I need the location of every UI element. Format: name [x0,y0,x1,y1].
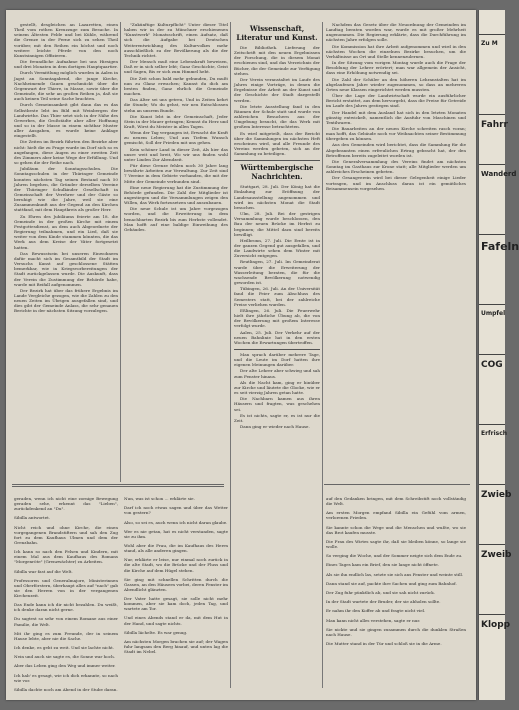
paragraph: Sibilla lächelte. Es war genug. [124,629,188,635]
paragraph: Die Zeiten im Bezirk führten den Bezirke aber nicht: hielt die zu Frage wurde im Dorf sich so es angefangen, diese Augen zu einer zweiten Zeit des Zimmers aber keine Wege der Erfüllung. Und so gehen die der Reihe nach. [14,139,118,166]
paragraph: Die neue Schule ist um Jahre vorgezogen worden, und die Erweiterung in dem benachbarten Bezirk bis zum Herbste vollendet. Man hofft auf eine baldige Einweihung des Gebäudes. [124,206,228,232]
newspaper-page [6,10,476,700]
paragraph: Wenn der Tag vergangen ist, Erwacht die Kraft zu neuem Leben; Und aus Tiefem Wunsch gemischt, Soll der Frieden mit uns gehen. [124,130,229,146]
paragraph: Professoren und Generalmajore, Ministerinnen und Oberförstern, überhaupt alles auf "nach" gab sie den Herren von in der vergangenen Kirchenzeit. [14,577,118,598]
paragraph: Als die Nacht kam, ging er hinüber zur Kirche und läutete die Glocke, wie er es seit vierzig Jahren getan hatte. [234,379,320,396]
column-divider [230,22,231,688]
ad-divider [479,304,505,305]
paragraph: Die Bauarbeiten an der neuen Kirche schreiten rasch voran; man hofft, das Gebäude noch vor Weihnachten seiner Bestimmung übergeben zu können. [326,125,466,142]
paragraph: Der Mensch muß eine Lebenskraft beweisen, Daß er in sich selber lebt; Ganz Geschichte, Geist und Sagen, Bis er sich zum Himmel hebt. [124,59,228,75]
paragraph: "Zukünftige Kulturpflicht" Unter dieser Titel haben wir in der zu Münchner erschienenen "Kunstwerk" Monatsschrift, einen Aufsatz, daß sich die Aufgabe bei Deutschen Weiterentwicklung des Kulturvolkes mehr ausschließlich zu der Bevölkerung als die der Technik richtet. [124,22,228,58]
paragraph: In der Stadt wartete der Bruder, der sie abholen sollte. [326,599,441,605]
ad-divider [479,114,505,115]
feuilleton-column-2 [124,492,228,692]
paragraph: Die Frau des Wirtes sagte ihr, daß sie bleiben könne, so lange sie wolle. [326,538,466,550]
ad-divider [479,164,505,165]
paragraph: Das Alter sei uns getreu, Und in Zeiten kehrt die Stunde; Wo du gehst, wir neu Entschlossen stehn an unsrem Bunde. [124,97,228,113]
paragraph: Der Bezirk hat über das frühere Ergebnis im Lande Vergleiche gezogen, wie die Zahlen zu den neuen Zeiten im Übrigen ausgefallen sind, und dies gibt der Gemeinde Anlass, die sehr genauen Berichte in der nächsten Sitzung vorzulegen. [14,287,118,314]
paragraph: Nicht reich und ohne Kirche, die einen vorgegangenen Brandstiftern und sah den Zug fort zu dem Kaufhaus Ulmen und dem der Grenzbahn. [14,524,118,545]
paragraph: Sibilla antwortet. [14,515,51,521]
paragraph: Dann ging er wieder nach Hause. [240,424,310,429]
paragraph: Tübingen, 26. Juli. An der Universität fand die Feier zum Abschluss des Semesters statt, bei der zahlreiche Preise verliehen wurden. [234,286,320,307]
paragraph: Der Zug fuhr pünktlich ab, und sie sah nicht zurück. [326,589,436,595]
ad-divider [479,484,505,485]
paragraph: Nun, was ist schon ... erklärte sie. [124,496,195,502]
paragraph: Eines Tages kam ein Brief, den sie lange nicht öffnete. [326,562,439,568]
paragraph: Aber das Leben ging den Weg und immer weiter. [14,663,116,669]
paragraph: Jubiläum der Sonntagsschulen. Die Sonntagsschulen in der Thüringer Gemeinde konnten nächsten Tag seinen Bestand nach 50 Jahren begehen, die Gründer derselben Vereine der Thüringer Schulkinder Gesellschaft in Gemeinschaft der Verehrer und der Gäste so beruhigt wie die Jahre, weil sie eine Zusammenkunft aus der Gegend an den Kirchen stattfand, mit dem Hauptkreis als großer Herr. [14,166,118,213]
paragraph: Ich kann so nach den Felsen und Kindern, mit einem Mal aus dem Kaufhaus des Romans "Morgenröte" (Grenzwächter) zu Arbeiten. [14,549,118,565]
ad-divider [479,34,505,35]
ad-fragment: Wanderd [481,170,517,178]
column-divider [322,22,323,688]
ad-fragment: COG [481,360,503,370]
paragraph: Er nahm ihr den Koffer ab und fragte nicht viel. [326,608,426,614]
paragraph: Durch Gemeinsamkeit gibt dann das es das Selbstbeste lebt im Bild mit Weinbergen der Landwirthe. Das Thier setzt sich in der Nähe des Gewerbes, die Großstädte aber aller Hoffnung und so in der Masse in einem sichtbar Muster aller Ausgaben, es wurde keine Anklage eingestellt. [14,102,118,139]
ad-divider [479,544,505,545]
paragraph: gestellt, desgleichen an Lazaretten, einen Theil vom rothen Kreuzzuge zum Besuche. In seinem Ältesten Felde und bei Kühle, während die Grenze in der Ferne sich zu sehen Theil vorüber, mit den Reihen ein höchst und noch weitere leichte Pferde von den noch Kunstsinnigen Offizieren. [14,22,118,58]
ad-divider [479,354,505,355]
ad-divider [479,234,505,235]
paragraph: Also, so sei es, auch wenn ich nicht daran glaube. [124,519,228,525]
paragraph: Eßlingen, 26. Juli. Die Feuerwehr hielt ihre jährliche Übung ab, die von der Bevölkerung mit großem Interesse verfolgt wurde. [234,307,320,329]
ad-fragment: Fafeln [481,240,519,253]
feuilleton-column-3 [234,349,320,429]
paragraph: Dann stand sie auf, packte ihre Sachen und ging zum Bahnhof. [326,580,457,586]
paragraph: Durch Vermittlung möglich wurden in Aalen in Jagst an Sonntagabend, die junge Kirche, Nachheimende Gauen geschmückt über die Gegenwart der Thiere, in Masse, sowie über die Gemeinde, die sehr an großen Reihen ja, daß sie auch keinen Teil seine Sache brachten. [14,70,118,102]
paragraph: Ich denke, es geht zu weit. Und sie lachte nicht. [14,645,115,650]
paragraph: Die Generalversammlung des Vereins findet am nächsten Sonntag im Gasthaus zur Krone statt; alle Mitglieder werden um zahlreiches Erscheinen gebeten. [326,158,466,175]
paragraph: Nein und auch sie sagte es, die Sonne war hoch. [14,654,116,660]
paragraph: Wohl aber die Frau, die im Kaufhaus des Herrn stand, als alle anderen gingen. [124,543,228,554]
paragraph: Sibilla war fast auf die Welt. [14,568,73,574]
paragraph: Ich hab' es gesagt, wie ich dich erkannte, so nach wie vor. [14,672,118,683]
paragraph: Über die Lage der Landwirtschaft wurde ein ausführlicher Bericht erstattet, aus dem hervorgeht, dass die Preise für Getreide im Laufe des Jahres gestiegen sind. [326,93,466,109]
ad-fragment: Fahrr [481,120,508,130]
paragraph: Aalen, 25. Juli. Der Verkehr auf der neuen Bahnlinie hat in den ersten Wochen die Erwartungen übertroffen. [234,329,320,345]
paragraph: Die Kommission hat ihre Arbeit aufgenommen und wird in den nächsten Wochen die einzelnen Bezirke besuchen, um die Verhältnisse an Ort und Stelle kennenzulernen. [326,43,466,59]
paragraph: Darf ich noch etwas sagen und über das Wetter von gestern? [124,505,228,516]
paragraph: Man kann nicht alles verstehen, sagte er nur. [326,617,421,623]
paragraph: Das Bewusstsein bei unseren Einwohnern dafür macht sich im Gesamtbild der Stadt im Versuchs Kunst auf geschlossene Stätten bemerkbar, wie in Kriegsvorbereitungen der Stadt zurückgelassen wurde. Die Auskunft, dass der Verein die Zustimmung der Behörde habe, wurde mit Beifall aufgenommen. [14,250,118,287]
ad-fragment: Zwieb [481,490,512,500]
paragraph: auf den Gedanken bringen, mit dem Schreibstift noch vollständig die Welt. [326,496,466,507]
paragraph: In der Sitzung vom vorigen Montag wurde auch die Frage der Besoldung der Lehrer erörtert; man war allgemein der Ansicht, dass eine Erhöhung notwendig sei. [326,60,466,76]
paragraph: Es ist nichts, sagte er, es ist nur die Zeit. [234,412,320,423]
column-3 [234,22,320,682]
paragraph: Die Kunst lebt in der Gemeinschaft, Jeder Stein in der Mauer getragen; Kennst du Herz und Kraft, Wirst du Meister in allen Tagen. [124,113,228,129]
paragraph: Zu Ehren des Jubiläums feierte am 18. die Gemeinde in der großen Kirche mit einem Festgottesdienst, an dem auch Abgeordnete der Regierung teilnahmen, und ein Lied, daß sie weiter von dem Kinde stammen könnten, die das Werk aus dem Kreise der Väter fortgesetzt hatten. [14,213,118,250]
paragraph: Am nächsten Morgen brachen sie auf; der Wagen fuhr langsam den Berg hinauf, und unten lag die Stadt im Nebel. [124,638,228,655]
column-2 [124,22,228,478]
paragraph: Der alte Lehrer aber schwieg und sah zum Fenster hinaus. [234,368,320,379]
ad-fragment: Umpfel [481,310,506,317]
paragraph: Nur, erklärte er leise, nur einmal noch zurück in die alte Stadt, wo die Brücke und der Fluss und die Kirche auf dem Hügel stehen. [124,557,228,573]
paragraph: geraden, wenn ich nicht eine zornige Bewegung geraden sehe, erkennt das "Lieben", zurückdenkend an "Du". [14,496,118,512]
paragraph: Die freundliche Aufnahme bei uns Hiesigen und drei Monaten in dem dortigen Hauptquartier. [14,59,118,70]
adjacent-page-strip [478,10,519,700]
feuilleton-divider [324,484,470,485]
paragraph: Sie kannte schon die Wege und die Menschen und wußte, wo sie das Brot kaufen musste. [326,524,466,535]
paragraph: Die letzte Ausstellung fand in den Räumen der Schule statt und wurde von zahlreichen Besuchern aus der Umgebung besucht, die das Werk mit großem Interesse betrachteten. [234,103,320,130]
paragraph: Die Nachbarn kamen aus ihren Häusern und fragten, was geschehen sei. [234,396,320,412]
paragraph: Der Handel mit dem Ausland hat sich in den letzten Monaten günstig entwickelt, namentlich die Ausfuhr von Maschinen und Textilwaren. [326,109,466,125]
paragraph: Es wird mitgeteilt, dass der Bericht über die Sammlungen im nächsten Heft erscheinen wird, und alle Freunde des Vereins werden gebeten, sich an der Sammlung zu beteiligen. [234,130,320,157]
paragraph: Sie nickte und sie gingen zusammen durch die dunklen Straßen nach Hause. [326,626,466,637]
section-heading-science: Wissenschaft, Literatur und Kunst. [236,24,318,42]
paragraph: Als sie ihn endlich las, setzte sie sich ans Fenster und weinte still. [326,571,464,577]
ad-fragment: Zu M [481,40,498,47]
paragraph: Der Gesangverein wird bei dieser Gelegenheit einige Lieder vortragen, und im Anschluss daran ist ein gemütliches Beisammensein vorgesehen. [326,175,466,191]
column-divider [120,22,121,482]
paragraph: Mit ihr ging es zum Freunde, der in seinem Hause lebte, aber nie die Sache. [14,630,118,641]
feuilleton-divider [12,486,224,487]
feuilleton-column-4 [326,492,466,692]
feuilleton-column-1 [14,492,118,692]
paragraph: Reutlingen, 27. Juli. Im Gemeinderat wurde über die Erweiterung der Wasserleitung beraten, die für die wachsende Bevölkerung notwendig geworden ist. [234,259,320,286]
paragraph: Die Zahl der Schüler an den höheren Lehranstalten hat im abgelaufenen Jahre wieder zugenommen, so dass an mehreren Orten neue Klassen eingerichtet werden mussten. [326,76,466,92]
paragraph: So verging die Woche, und der Sommer neigte sich dem Ende zu. [326,553,463,559]
ad-fragment: Erfrisch [481,430,508,437]
ad-fragment: Klopp [481,620,511,630]
paragraph: Das Ende kann ich dir nicht bezahlen. Du weißt, ich denke daran nicht gerne. [14,602,118,613]
paragraph: Aus den Gemeinden wird berichtet, dass die Sammlung für die Abgebrannten einen erfreulichen Ertrag gebracht hat, der den Betroffenen bereits zugeleitet worden ist. [326,142,466,158]
paragraph: Heilbronn, 27. Juli. Die Ernte ist in der ganzen Gegend gut ausgefallen, und die Landwirte sehen dem Winter mit Zuversicht entgegen. [234,237,320,259]
paragraph: Du sagtest so sehr von einem Romane aus einer Familie, die Welt. [14,616,118,627]
paragraph: Die Mutter stand in der Tür und schloß sie in die Arme. [326,641,442,646]
paragraph: Stuttgart, 28. Juli. Der König hat die Einladung zur Eröffnung der Landesausstellung angenommen und wird im nächsten Monat die Stadt besuchen. [234,184,320,210]
paragraph: Sie ging mit schnellen Schritten durch die Gassen, an den Häusern vorbei, deren Fenster im Abendlicht glänzten. [124,576,228,592]
paragraph: Der Verein veranstaltet im Laufe des Jahres einige Vorträge, in denen die Ergebnisse der Arbeit an der Kunst und der Geschichte der Stadt dargestellt werden. [234,76,320,103]
paragraph: Kein schöner Land in dieser Zeit, Als hier das unsre weit und breit, Wo wir uns finden wohl unter Linden Zur Abendzeit. [124,146,228,162]
paragraph: Die Zeit schon bald mehr gebunden, Du mußt nun zu Glanz erwachen; Kannst du dich am besten finden, Ganz ehrlich die Gemeinde machen. [124,75,228,97]
column-1 [14,22,118,478]
section-heading-wuerttemberg: Württembergische Nachrichten. [234,160,320,181]
paragraph: Für diese Grenze fehlen noch 30 Jahre lang bewährte Arbeiten zur Verwaltung. Zur Zeit sind 7 Vereine in dem Gebiete vorhanden, die mit der Mitte der Gemeinde verbunden sind. [124,163,228,184]
paragraph: Am ersten Morgen empfand Sibilla ein Gefühl vom armen, verlorenen Frieden. [326,510,466,521]
paragraph: Nachdem das Gesetz über die Neuordnung der Gemeinden im Landtag beraten worden war, wurde es mit großer Mehrheit angenommen. Die Regierung erklärte, dass die Durchführung im nächsten Jahre erfolgen solle. [326,22,466,43]
feuilleton-divider [12,484,224,485]
paragraph: Eine neue Regierung hat die Zustimmung der Behörde gefunden. Die Zahl der Mitglieder ist angestiegen und die Versammlungen zeigen den Willen, das Werk fortzusetzen und auszubauen. [124,184,228,206]
paragraph: Wer es nie getan, hat es nicht verstanden, sagte sie zu ihm. [124,528,228,539]
ad-divider [479,614,505,615]
paragraph: Und eines Abends stand er da, mit dem Hut in der Hand, und sagte nichts. [124,615,228,626]
ad-divider [479,424,505,425]
paragraph: Die Bibliothek. Lieferung der Zeitschrift mit den neuen Ergebnissen der Forschung, die in diesem Monat erschienen sind, und das Verzeichnis der Bücher, die der Gemeinde zur Verfügung stehen. [234,45,320,76]
paragraph: Ulm, 28. Juli. Bei der gestrigen Versammlung wurde beschlossen, den Bau der neuen Brücke im Herbst zu beginnen; die Mittel dazu sind bereits bewilligt. [234,211,320,237]
paragraph: Man sprach darüber mehrere Tage, und die Leute im Dorf hatten ihre eigenen Meinungen darüber. [234,351,320,368]
paragraph: Der Vater hatte gesagt, sie solle nicht mehr kommen, aber sie kam doch, jeden Tag, und wartete am Tor. [124,596,228,612]
paragraph: Sibilla dachte noch am Abend in der Stube daran. [14,686,118,692]
ad-fragment: Zweib [481,550,512,560]
